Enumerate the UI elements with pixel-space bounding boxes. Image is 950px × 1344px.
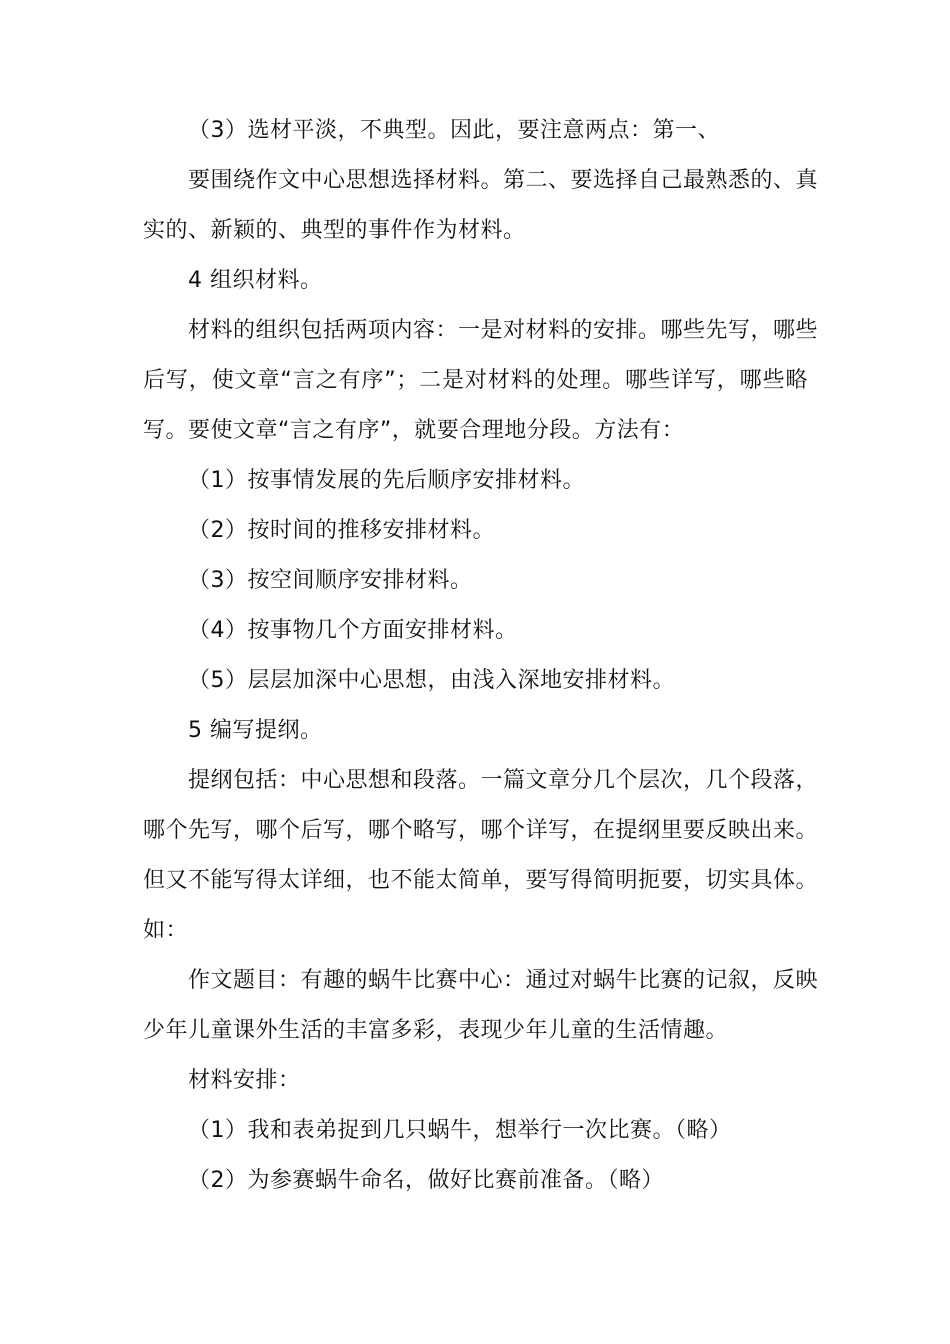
section-heading: 4 组织材料。	[188, 268, 323, 293]
list-item: （4）按事物几个方面安排材料。	[188, 618, 518, 643]
text-line: 要围绕作文中心思想选择材料。第二、要选择自己最熟悉的、真	[188, 168, 819, 193]
text-line: 写。要使文章“言之有序”，就要合理地分段。方法有：	[143, 418, 685, 443]
list-item: （2）按时间的推移安排材料。	[188, 518, 495, 543]
list-item: （1）我和表弟捉到几只蜗牛，想举行一次比赛。（略）	[188, 1118, 732, 1143]
text-line: 材料安排：	[188, 1068, 301, 1093]
text-line: 材料的组织包括两项内容：一是对材料的安排。哪些先写，哪些	[188, 318, 819, 343]
text-line: 作文题目：有趣的蜗牛比赛中心：通过对蜗牛比赛的记叙，反映	[188, 968, 819, 993]
section-heading: 5 编写提纲。	[188, 718, 323, 743]
text-line: 提纲包括：中心思想和段落。一篇文章分几个层次，几个段落，	[188, 768, 819, 793]
text-line: 哪个先写，哪个后写，哪个略写，哪个详写，在提纲里要反映出来。	[143, 818, 819, 843]
list-item: （3）按空间顺序安排材料。	[188, 568, 473, 593]
list-item: （5）层层加深中心思想，由浅入深地安排材料。	[188, 668, 675, 693]
text-line: 但又不能写得太详细，也不能太简单，要写得简明扼要，切实具体。	[143, 868, 819, 893]
text-line: 如：	[143, 918, 189, 943]
list-item: （1）按事情发展的先后顺序安排材料。	[188, 468, 585, 493]
list-item: （2）为参赛蜗牛命名，做好比赛前准备。（略）	[188, 1168, 664, 1193]
text-line: 少年儿童课外生活的丰富多彩，表现少年儿童的生活情趣。	[143, 1018, 729, 1043]
text-line: 后写，使文章“言之有序”；二是对材料的处理。哪些详写，哪些略	[143, 368, 808, 393]
text-line: （3）选材平淡，不典型。因此，要注意两点：第一、	[188, 118, 720, 143]
text-line: 实的、新颖的、典型的事件作为材料。	[143, 218, 526, 243]
